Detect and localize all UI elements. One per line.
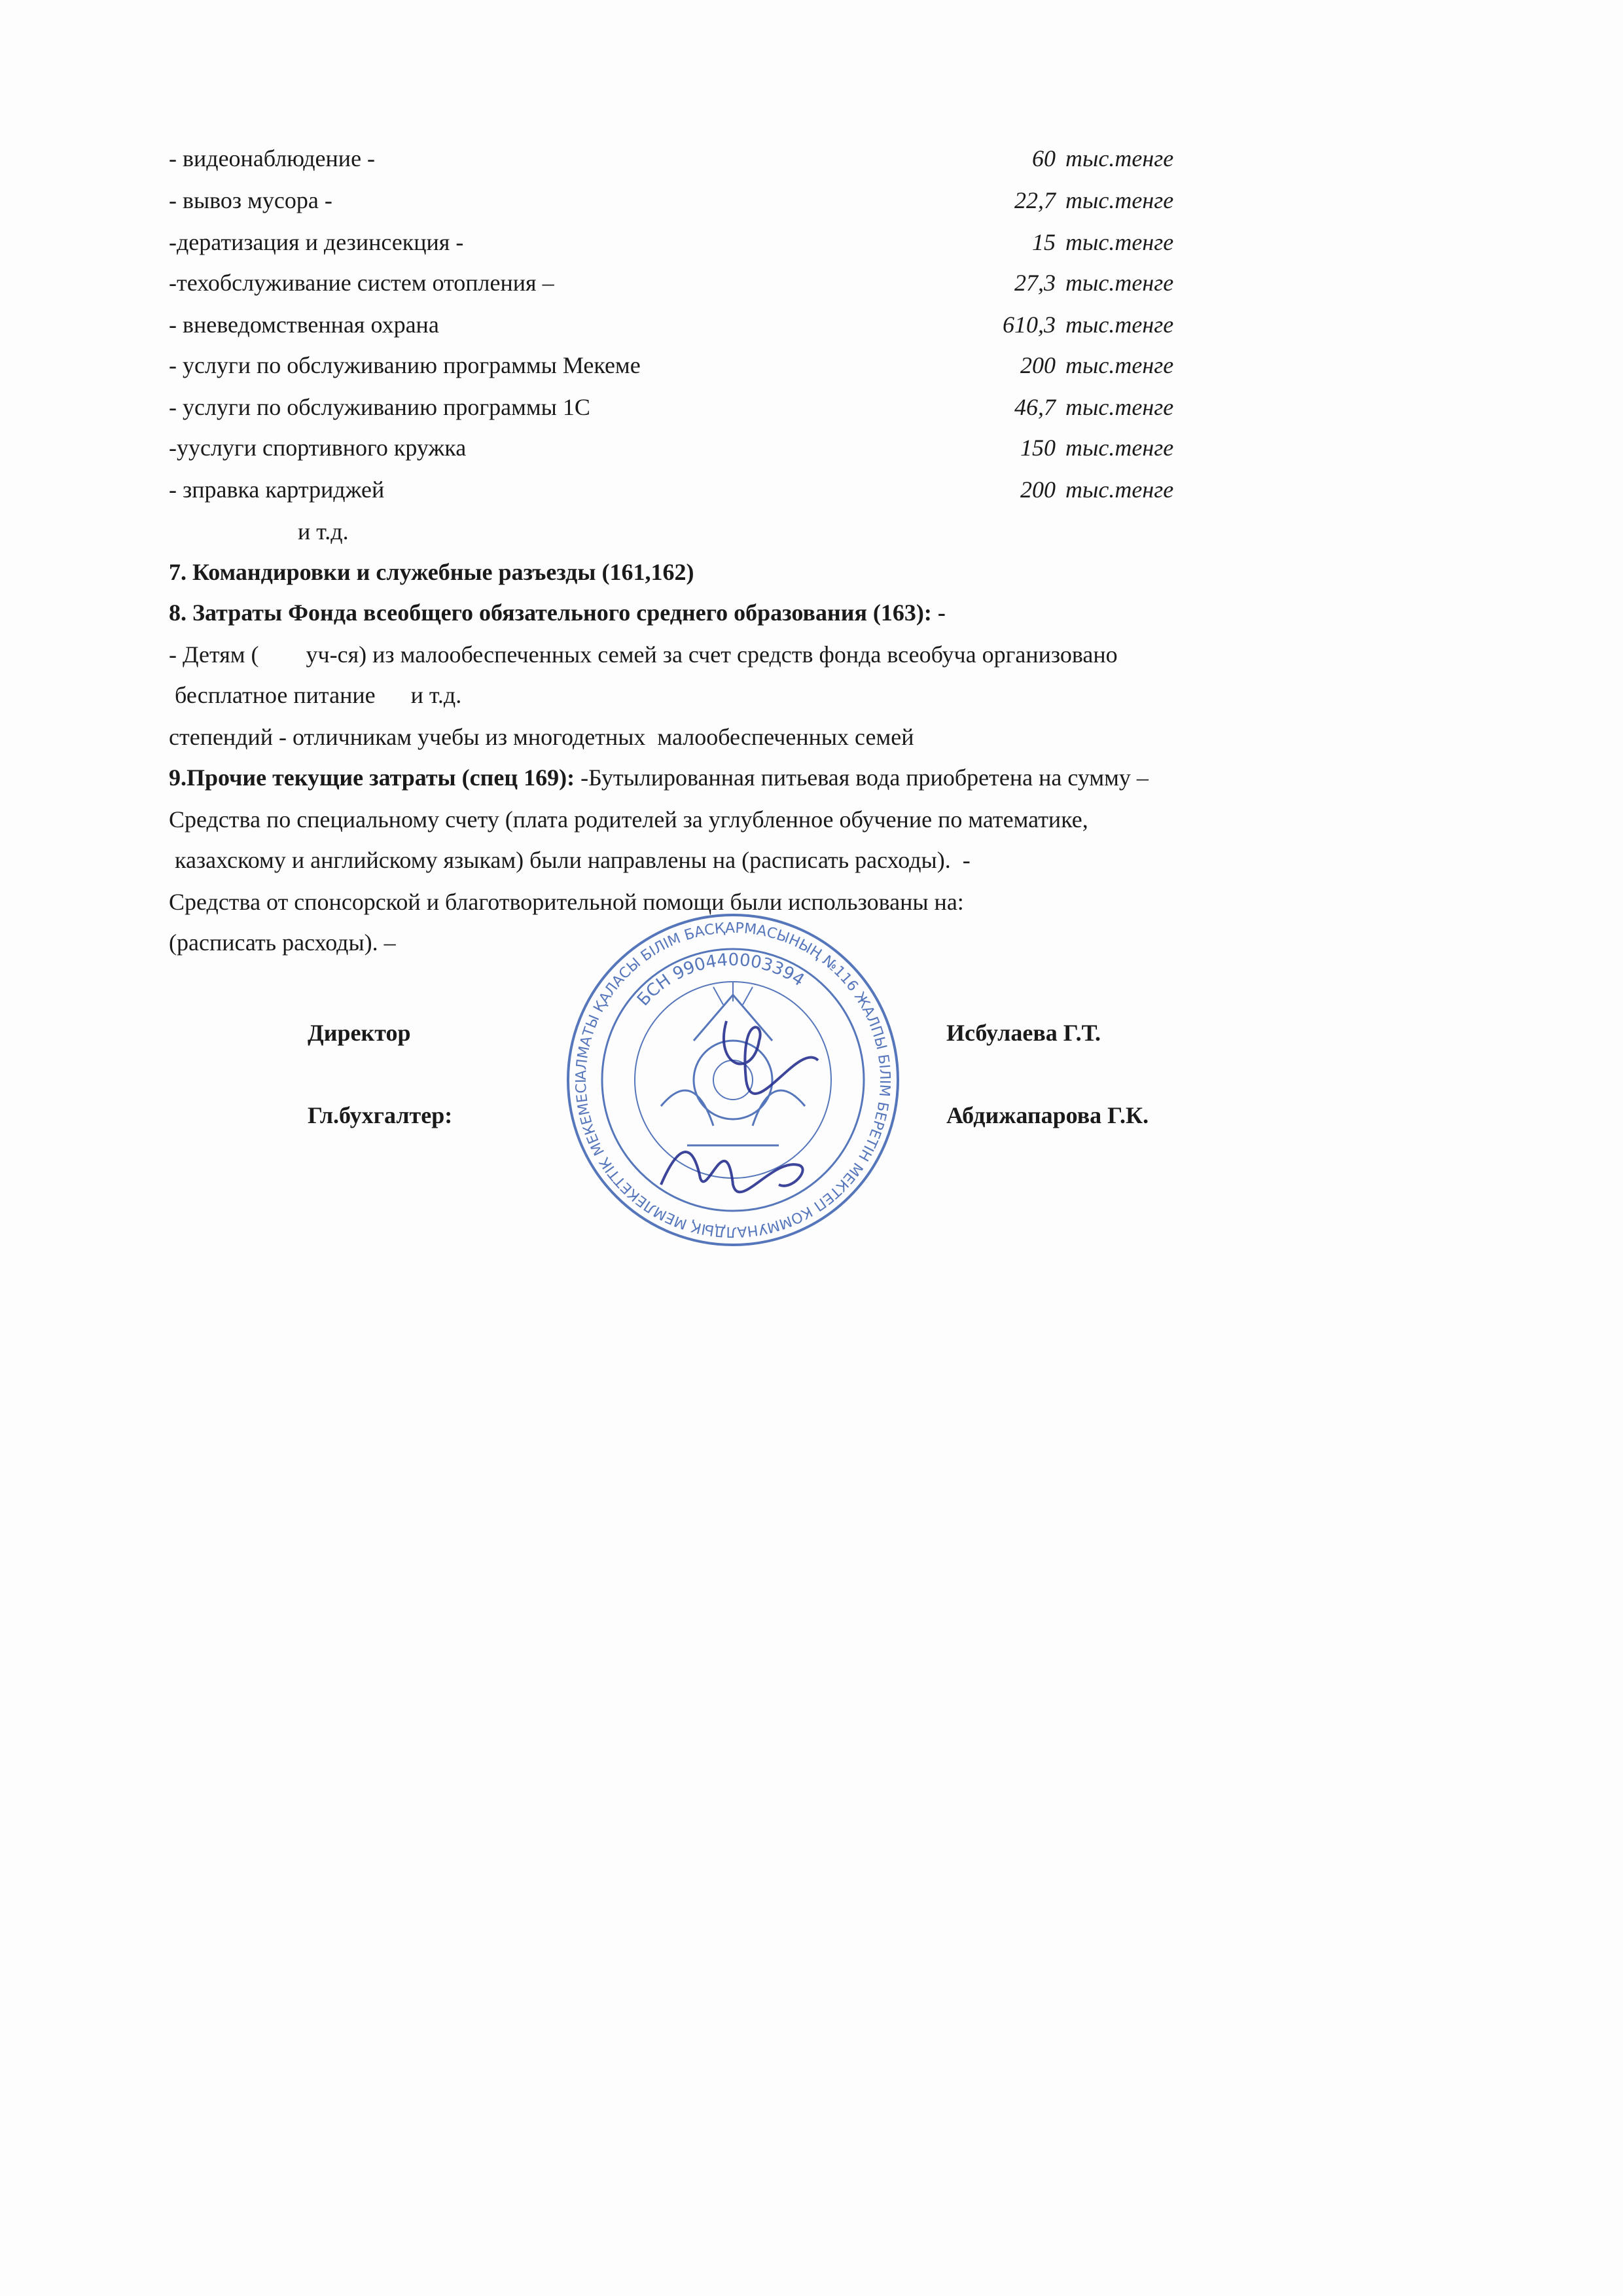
expense-amount: 46,7 — [1014, 394, 1056, 420]
expense-unit: тыс.тенге — [1065, 270, 1174, 296]
expense-row — [169, 475, 1216, 504]
expense-row — [169, 393, 1216, 422]
section-8-line-1: - Детям ( уч-ся) из малообеспеченных семей за счет средств фонда всеобуча организовано — [169, 641, 1118, 668]
official-stamp — [563, 910, 903, 1250]
section-8-line-3: степендий - отличникам учебы из многодетных малообеспеченных семей — [169, 724, 914, 750]
section-8-line-2: бесплатное питание и т.д. — [169, 682, 462, 708]
etc-line: и т.д. — [298, 518, 349, 545]
expense-row — [169, 144, 1216, 173]
accountant-name: Абдижапарова Г.К. — [946, 1102, 1149, 1128]
expense-row — [169, 186, 1216, 215]
expense-row — [169, 268, 1216, 297]
expense-label: - видеонаблюдение - — [169, 145, 376, 171]
director-label: Директор — [308, 1020, 411, 1046]
expense-unit: тыс.тенге — [1065, 394, 1174, 420]
director-name: Исбулаева Г.Т. — [946, 1020, 1101, 1046]
section-9-text: -Бутылированная питьевая вода приобретена на сумму – — [575, 764, 1149, 791]
expense-amount: 150 — [1020, 435, 1056, 461]
special-account-line-2: казахскому и английскому языкам) были направлены на (расписать расходы). - — [169, 847, 971, 873]
stamp-outer-text: АЛМАТЫ ҚАЛАСЫ БІЛІМ БАСҚАРМАСЫНЫҢ №116 ЖАЛПЫ БІЛІМ БЕРЕТІН МЕКТЕП КОММУНАЛДЫҚ МЕМЛЕКЕТТІК МЕКЕМЕСІ — [573, 920, 893, 1240]
expense-unit: тыс.тенге — [1065, 435, 1174, 461]
expense-amount: 60 — [1032, 145, 1056, 171]
expense-amount: 22,7 — [1014, 187, 1056, 213]
expense-row — [169, 228, 1216, 257]
expense-amount: 27,3 — [1014, 270, 1056, 296]
expense-row — [169, 310, 1216, 339]
section-8-heading: 8. Затраты Фонда всеобщего обязательного среднего образования (163): - — [169, 600, 946, 626]
sponsor-line-2: (расписать расходы). – — [169, 929, 396, 956]
expense-amount: 610,3 — [1003, 312, 1056, 338]
expense-label: - вневедомственная охрана — [169, 312, 439, 338]
expense-label: - вывоз мусора - — [169, 187, 332, 213]
expense-amount: 200 — [1020, 476, 1056, 503]
stamp-bin: БСН 990440003394 — [633, 950, 808, 1010]
expense-amount: 15 — [1032, 229, 1056, 255]
expense-unit: тыс.тенге — [1065, 352, 1174, 378]
expense-row — [169, 433, 1216, 462]
expense-label: -дератизация и дезинсекция - — [169, 229, 464, 255]
expense-unit: тыс.тенге — [1065, 145, 1174, 171]
expense-label: -ууслуги спортивного кружка — [169, 435, 467, 461]
special-account-line-1: Средства по специальному счету (плата родителей за углубленное обучение по математике, — [169, 806, 1088, 833]
expense-unit: тыс.тенге — [1065, 187, 1174, 213]
expense-label: - зправка картриджей — [169, 476, 385, 503]
expense-amount: 200 — [1020, 352, 1056, 378]
section-7-heading: 7. Командировки и служебные разъезды (161,162) — [169, 559, 694, 585]
expense-unit: тыс.тенге — [1065, 312, 1174, 338]
expense-label: - услуги по обслуживанию программы 1С — [169, 394, 590, 420]
expense-row — [169, 351, 1216, 380]
section-9-paragraph — [169, 763, 1149, 792]
expense-label: - услуги по обслуживанию программы Мекеме — [169, 352, 641, 378]
expense-label: -техобслуживание систем отопления – — [169, 270, 554, 296]
expense-unit: тыс.тенге — [1065, 229, 1174, 255]
section-9-heading: 9.Прочие текущие затраты (спец 169): — [169, 764, 575, 791]
accountant-label: Гл.бухгалтер: — [308, 1102, 453, 1128]
expense-unit: тыс.тенге — [1065, 476, 1174, 503]
sponsor-line-1: Средства от спонсорской и благотворительной помощи были использованы на: — [169, 889, 964, 915]
